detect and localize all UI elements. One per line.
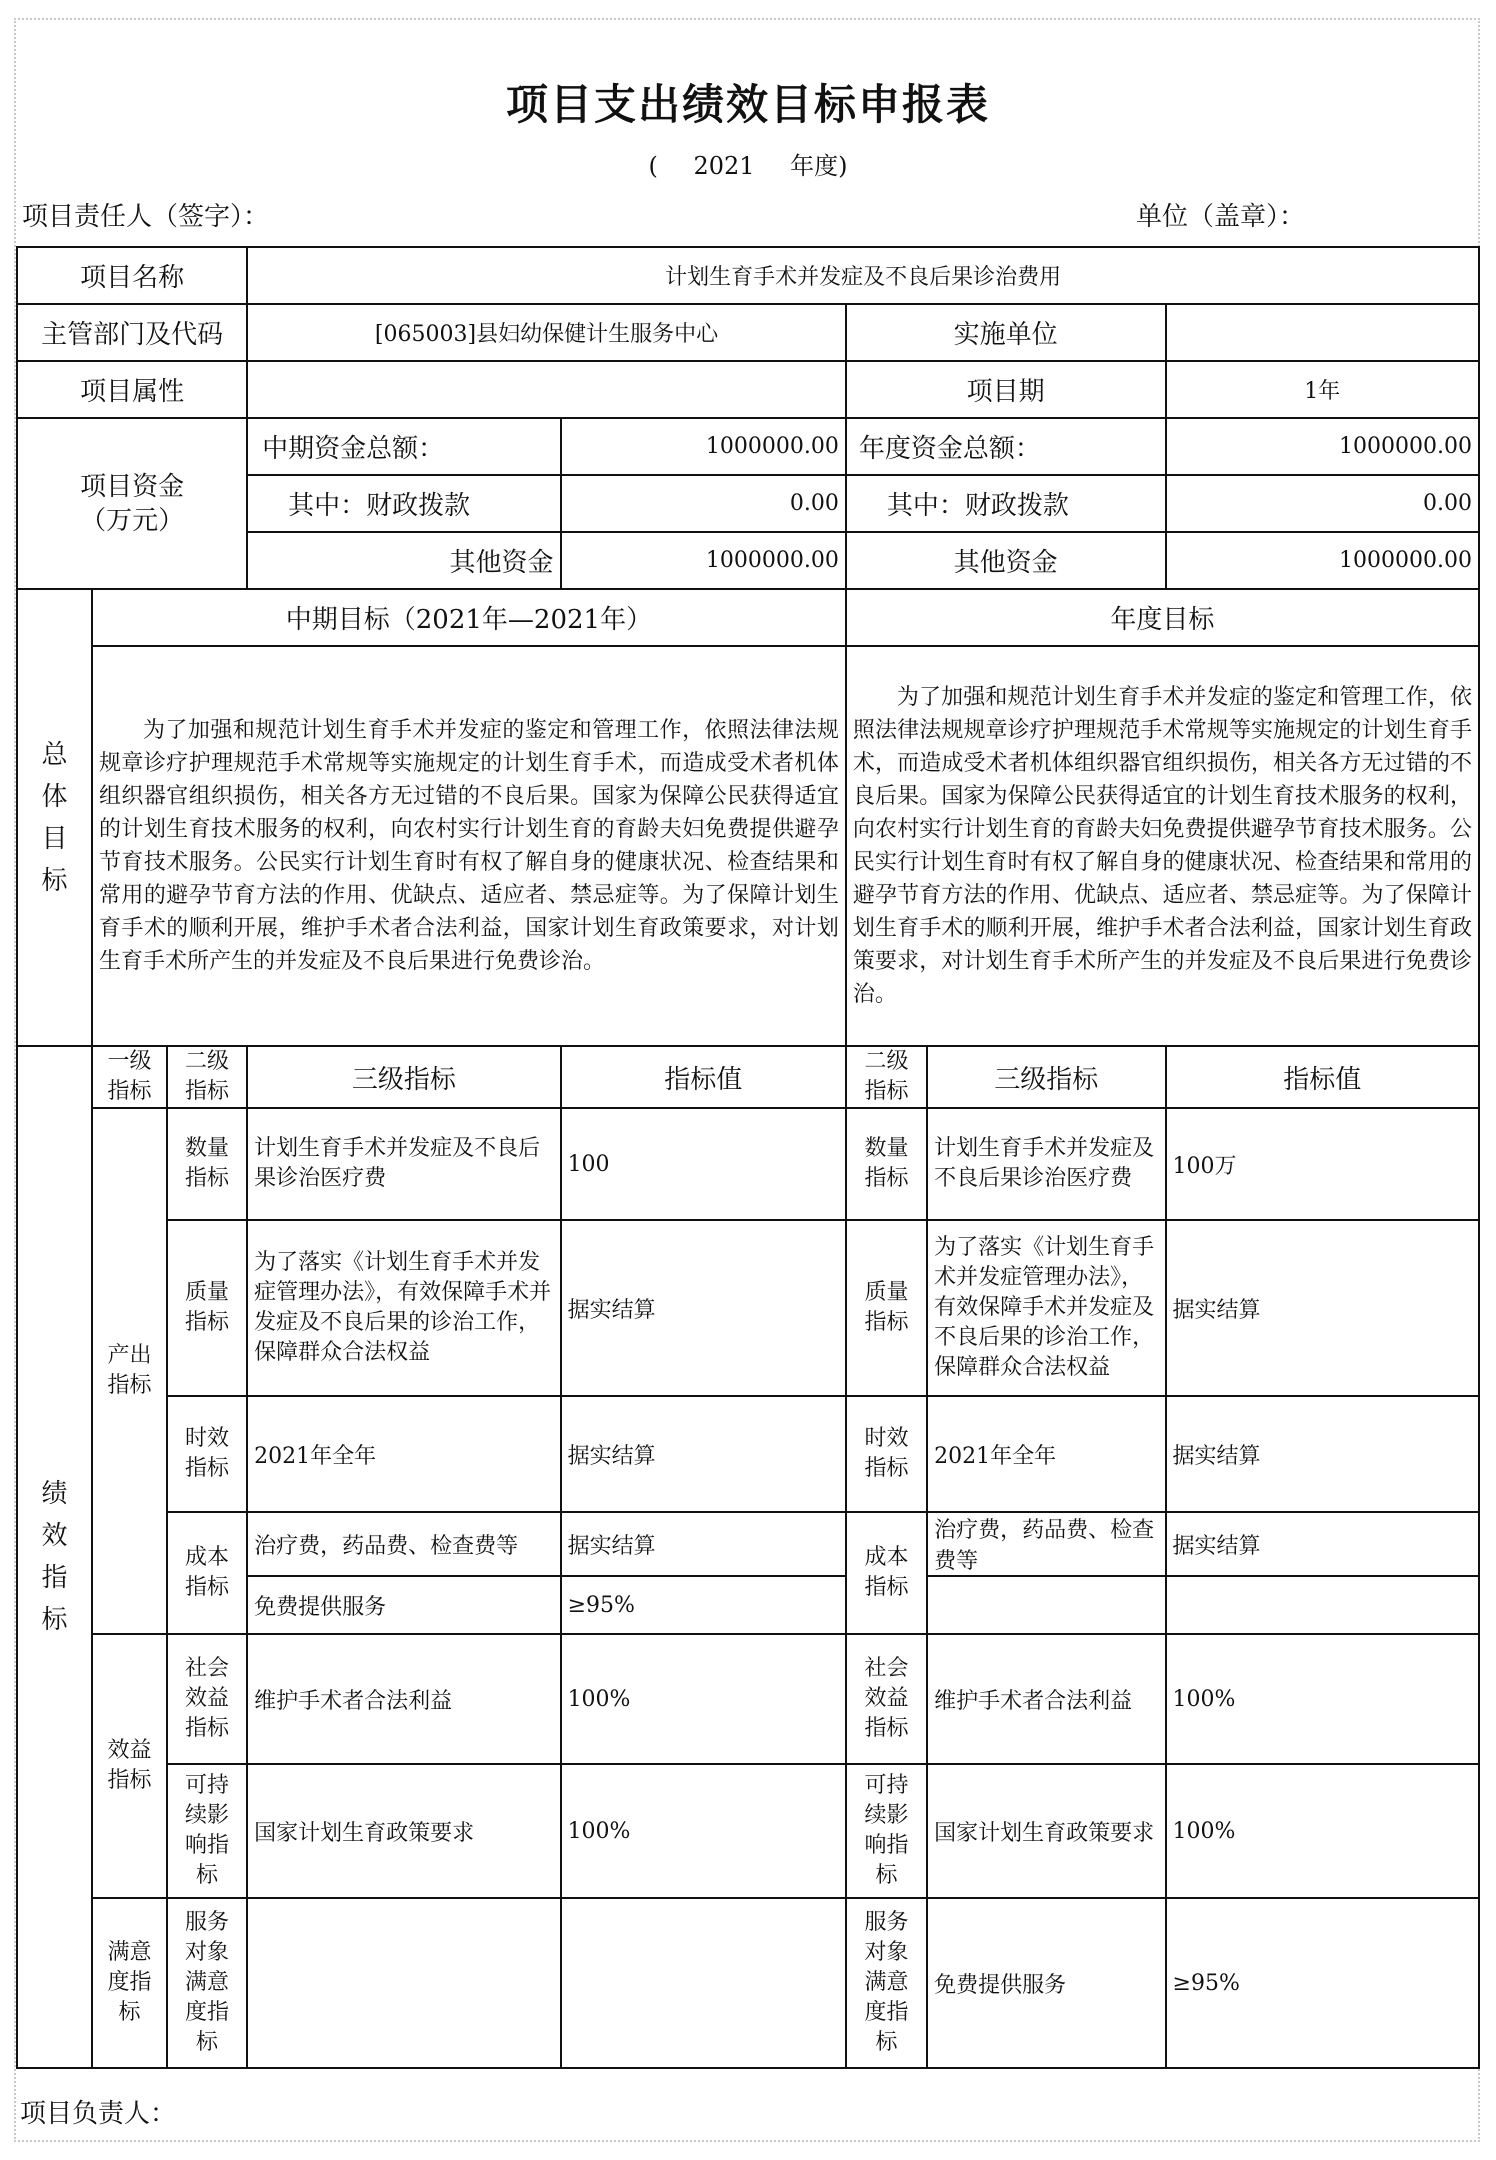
cost1-l3-mid: 治疗费，药品费、检查费等 [247,1512,560,1576]
quality-l3-mid: 为了落实《计划生育手术并发症管理办法》，有效保障手术并发症及不良后果的诊治工作，保障群众合法权益 [247,1220,560,1396]
service-label-mid: 服务 对象 满意 度指 标 [167,1898,247,2068]
quality-label-mid: 质量 指标 [167,1220,247,1396]
goals-text-row [17,646,1479,1046]
year-value: 2021 [693,152,755,180]
cost-row-1 [17,1512,1479,1576]
year-other-label: 其他资金 [846,532,1166,589]
indicator-header-row [17,1046,1479,1108]
quantity-value-mid: 100 [561,1108,846,1220]
project-name-label: 项目名称 [17,247,247,304]
year-total-label: 年度资金总额： [846,418,1166,475]
period-label: 项目期 [846,361,1166,418]
mid-goal-header: 中期目标（2021年—2021年） [92,589,846,646]
overall-goals-label: 总 体 目 标 [17,589,92,1046]
year-goal-header: 年度目标 [846,589,1479,646]
impl-unit-value [1166,304,1479,361]
social-label-mid: 社会 效益 指标 [167,1634,247,1764]
funds-label [17,418,247,589]
quantity-value-year: 100万 [1166,1108,1479,1220]
cost2-l3-year [927,1576,1165,1634]
cost1-value-mid: 据实结算 [561,1512,846,1576]
year-fiscal-value: 0.00 [1166,475,1479,532]
social-value-mid: 100% [561,1634,846,1764]
mid-goal-text: 为了加强和规范计划生育手术并发症的鉴定和管理工作，依照法律法规规章诊疗护理规范手术常规等实施规定的计划生育手术，而造成受术者机体组织器官组织损伤，相关各方无过错的不良后果。国家为保障公民获得适宜的计划生育技术服务的权利，向农村实行计划生育的育龄夫妇免费提供避孕节育技术服务。公民实行计划生育时有权了解自身的健康状况、检查结果和常用的避孕节育方法的作用、优缺点、适应者、禁忌症等。为了保障计划生育手术的顺利开展，维护手术者合法利益，国家计划生育政策要求，对计划生育手术所产生的并发症及不良后果进行免费诊治。 [92,646,846,1046]
quality-row [17,1220,1479,1396]
quantity-l3-mid: 计划生育手术并发症及不良后果诊治医疗费 [247,1108,560,1220]
year-line [16,148,1480,184]
mid-total-value: 1000000.00 [561,418,846,475]
cost1-l3-year: 治疗费，药品费、检查费等 [927,1512,1165,1576]
time-label-year: 时效 指标 [846,1396,927,1512]
year-open: ( [648,152,658,180]
h-value-year: 指标值 [1166,1046,1479,1108]
sustain-l3-year: 国家计划生育政策要求 [927,1764,1165,1898]
social-value-year: 100% [1166,1634,1479,1764]
unit-stamp-label: 单位（盖章）： [1136,202,1306,232]
timeliness-row [17,1396,1479,1512]
social-label-year: 社会 效益 指标 [846,1634,927,1764]
time-label-mid: 时效 指标 [167,1396,247,1512]
service-label-year: 服务 对象 满意 度指 标 [846,1898,927,2068]
attr-row [17,361,1479,418]
sustain-label-mid: 可持 续影 响指 标 [167,1764,247,1898]
period-value: 1年 [1166,361,1479,418]
mid-fiscal-label: 其中：财政拨款 [247,475,560,532]
report-table [16,246,1480,2069]
funds-label-line2: （万元） [80,505,185,536]
social-l3-mid: 维护手术者合法利益 [247,1634,560,1764]
cost1-value-year: 据实结算 [1166,1512,1479,1576]
service-value-mid [561,1898,846,2068]
cost2-value-mid: ≥95% [561,1576,846,1634]
sustain-value-year: 100% [1166,1764,1479,1898]
dept-row [17,304,1479,361]
service-l3-mid [247,1898,560,2068]
project-name-value: 计划生育手术并发症及不良后果诊治费用 [247,247,1479,304]
goals-header-row [17,589,1479,646]
quantity-label-year: 数量 指标 [846,1108,927,1220]
time-l3-year: 2021年全年 [927,1396,1165,1512]
quantity-l3-year: 计划生育手术并发症及不良后果诊治医疗费 [927,1108,1165,1220]
h-level3-mid: 三级指标 [247,1046,560,1108]
performance-indicators-label: 绩 效 指 标 [17,1046,92,2068]
time-value-year: 据实结算 [1166,1396,1479,1512]
quality-label-year: 质量 指标 [846,1220,927,1396]
output-indicator-label: 产出 指标 [92,1108,167,1634]
h-level3-year: 三级指标 [927,1046,1165,1108]
year-unit: 年度) [790,152,848,180]
project-leader-label: 项目负责人： [20,2099,177,2129]
year-other-value: 1000000.00 [1166,532,1479,589]
satisfaction-indicator-label: 满意 度指 标 [92,1898,167,2068]
mid-other-value: 1000000.00 [561,532,846,589]
sustain-l3-mid: 国家计划生育政策要求 [247,1764,560,1898]
quantity-row [17,1108,1479,1220]
mid-fiscal-value: 0.00 [561,475,846,532]
funds-label-line1: 项目资金 [80,471,185,502]
social-row [17,1634,1479,1764]
quality-l3-year: 为了落实《计划生育手术并发症管理办法》，有效保障手术并发症及不良后果的诊治工作，保障群众合法权益 [927,1220,1165,1396]
sustain-value-mid: 100% [561,1764,846,1898]
year-total-value: 1000000.00 [1166,418,1479,475]
time-value-mid: 据实结算 [561,1396,846,1512]
dept-label: 主管部门及代码 [17,304,247,361]
h-level2-mid: 二级 指标 [167,1046,247,1108]
quality-value-mid: 据实结算 [561,1220,846,1396]
h-level1: 一级 指标 [92,1046,167,1108]
year-goal-text: 为了加强和规范计划生育手术并发症的鉴定和管理工作，依照法律法规规章诊疗护理规范手术常规等实施规定的计划生育手术，而造成受术者机体组织器官组织损伤，相关各方无过错的不良后果。国家为保障公民获得适宜的计划生育技术服务的权利，向农村实行计划生育的育龄夫妇免费提供避孕节育技术服务。公民实行计划生育时有权了解自身的健康状况、检查结果和常用的避孕节育方法的作用、优缺点、适应者、禁忌症等。为了保障计划生育手术的顺利开展，维护手术者合法利益，国家计划生育政策要求，对计划生育手术所产生的并发症及不良后果进行免费诊治。 [846,646,1479,1046]
social-l3-year: 维护手术者合法利益 [927,1634,1165,1764]
sustain-label-year: 可持 续影 响指 标 [846,1764,927,1898]
benefit-indicator-label: 效益 指标 [92,1634,167,1898]
quantity-label-mid: 数量 指标 [167,1108,247,1220]
cost-label-year: 成本 指标 [846,1512,927,1634]
sign-row [18,196,1478,238]
impl-unit-label: 实施单位 [846,304,1166,361]
attr-value [247,361,846,418]
funds-total-row [17,418,1479,475]
service-value-year: ≥95% [1166,1898,1479,2068]
satisfaction-row [17,1898,1479,2068]
page-title: 项目支出绩效目标申报表 [505,80,990,129]
responsible-signature-label: 项目责任人（签字）： [22,202,270,232]
h-level2-year: 二级 指标 [846,1046,927,1108]
mid-total-label: 中期资金总额： [247,418,560,475]
cost2-l3-mid: 免费提供服务 [247,1576,560,1634]
year-fiscal-label: 其中：财政拨款 [846,475,1166,532]
mid-other-label: 其他资金 [247,532,560,589]
attr-label: 项目属性 [17,361,247,418]
h-value-mid: 指标值 [561,1046,846,1108]
time-l3-mid: 2021年全年 [247,1396,560,1512]
project-name-row [17,247,1479,304]
quality-value-year: 据实结算 [1166,1220,1479,1396]
cost2-value-year [1166,1576,1479,1634]
service-l3-year: 免费提供服务 [927,1898,1165,2068]
dept-value: [065003]县妇幼保健计生服务中心 [247,304,846,361]
sustain-row [17,1764,1479,1898]
cost-label-mid: 成本 指标 [167,1512,247,1634]
